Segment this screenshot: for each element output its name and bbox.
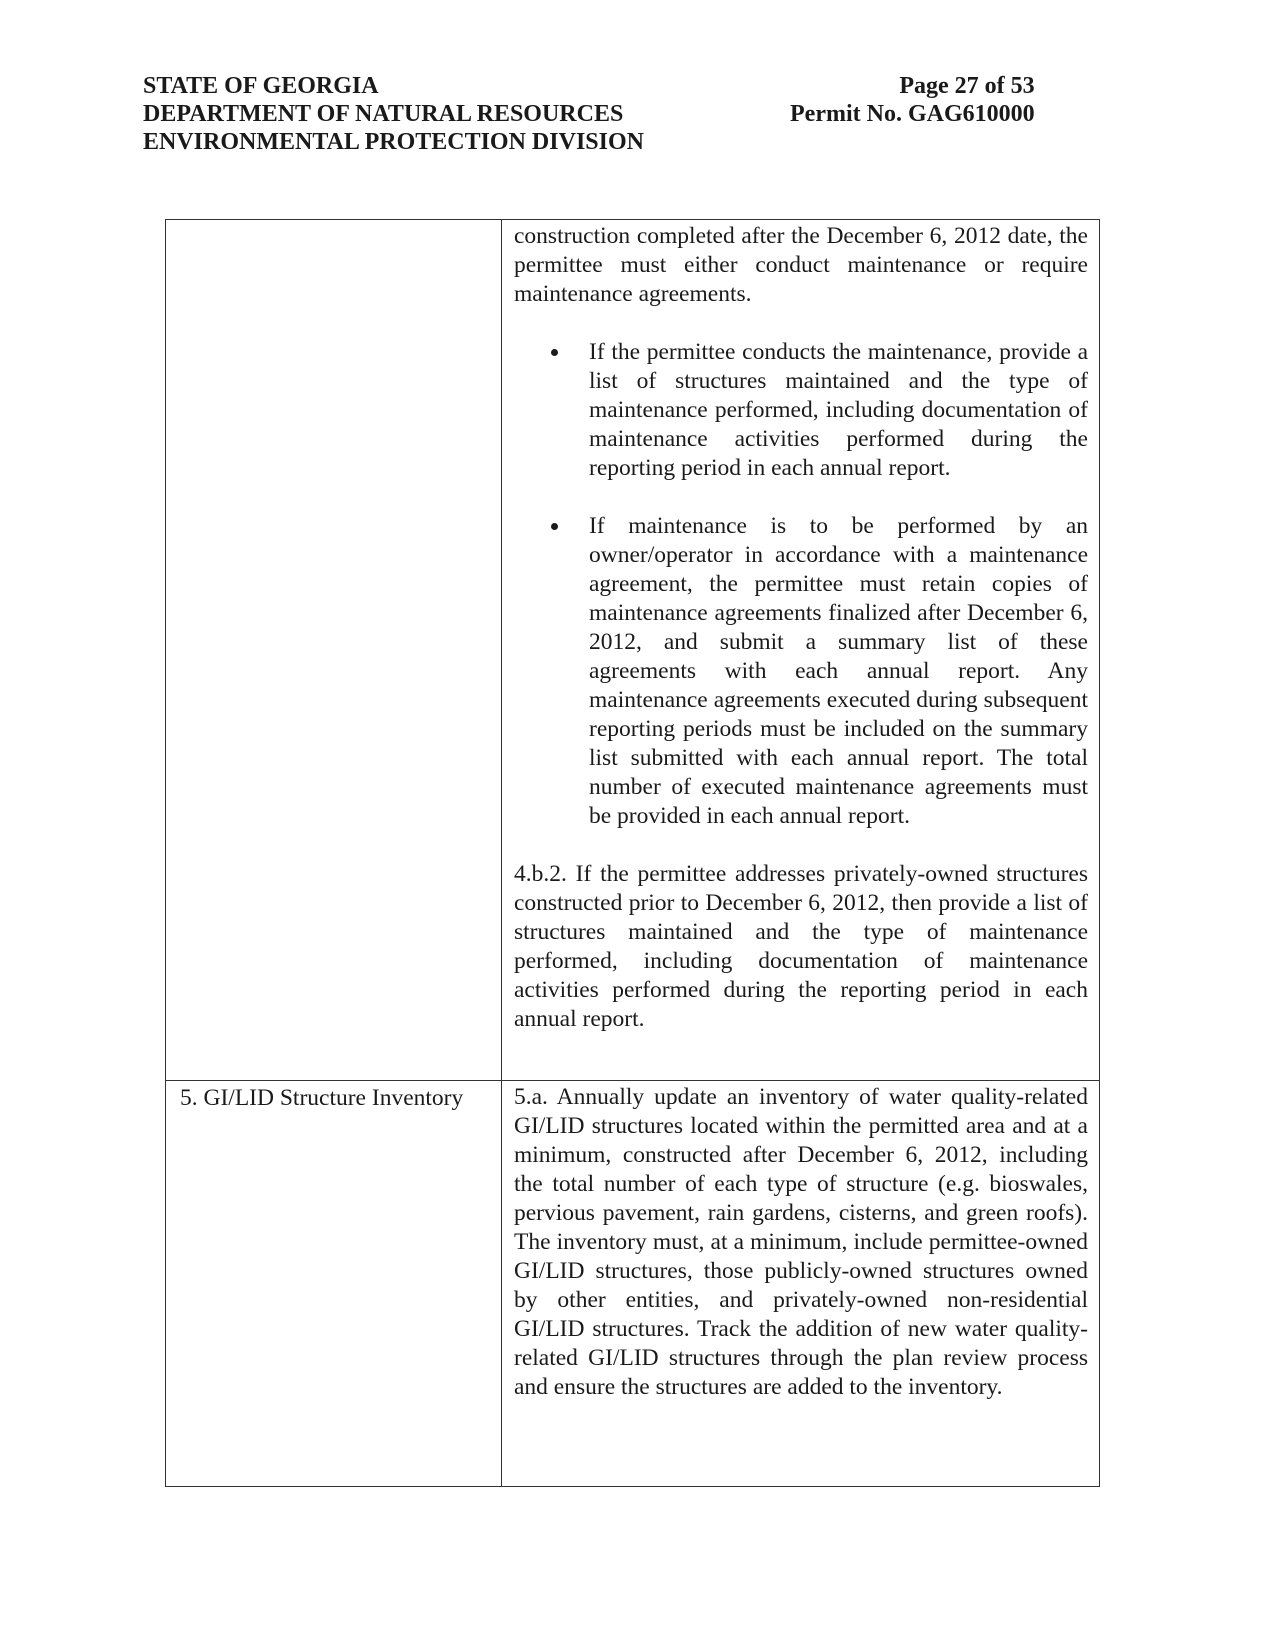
page-permit-info <box>790 72 1035 128</box>
page-header <box>143 72 1063 162</box>
agency-line-division: ENVIRONMENTAL PROTECTION DIVISION <box>143 129 644 155</box>
paragraph-spacer <box>514 483 1088 512</box>
table-row <box>166 220 1100 1081</box>
section-5a-paragraph: 5.a. Annually update an inventory of water quality-related GI/LID structures located within the permitted area and at a minimum, constructed after December 6, 2012, including the total number of each type of structure (e.g. bioswales, pervious pavement, rain gardens, cisterns, and green roofs). The inventory must, at a minimum, include permittee-owned GI/LID structures, those publicly-owned structures owned by other entities, and privately-owned non-residential GI/LID structures. Track the addition of new water quality-related GI/LID structures through the plan review process and ensure the structures are added to the inventory. <box>514 1084 1088 1400</box>
requirement-cell <box>502 220 1100 1081</box>
agency-line-state: STATE OF GEORGIA <box>143 73 379 99</box>
list-item <box>589 512 1088 831</box>
agency-heading <box>143 72 644 156</box>
bullet-icon <box>551 349 558 356</box>
list-item <box>589 338 1088 483</box>
intro-paragraph: construction completed after the December 6, 2012 date, the permittee must either conduct maintenance or require maintenance agreements. <box>514 223 1088 307</box>
section-4b2-paragraph: 4.b.2. If the permittee addresses privately-owned structures constructed prior to December 6, 2012, then provide a list of structures maintained and the type of maintenance performed, including documentation of maintenance activities performed during the reporting period in each annual report. <box>514 861 1088 1032</box>
bullet-text: If maintenance is to be performed by an owner/operator in accordance with a maintenance agreement, the permittee must retain copies of maintenance agreements finalized after December 6, 2012, and submit a summary list of these agreements with each annual report. Any maintenance agreements executed during subsequent reporting periods must be included on the summary list submitted with each annual report. The total number of executed maintenance agreements must be provided in each annual report. <box>589 513 1088 829</box>
paragraph-spacer <box>514 309 1088 338</box>
row-label-cell: 5. GI/LID Structure Inventory <box>166 1081 502 1487</box>
bullet-text: If the permittee conducts the maintenance, provide a list of structures maintained and the type of maintenance performed, including documentation of maintenance activities performed during the reporting period in each annual report. <box>589 339 1088 481</box>
page-number: Page 27 of 53 <box>899 73 1035 99</box>
bullet-icon <box>551 523 558 530</box>
row-label-cell <box>166 220 502 1081</box>
permit-number: Permit No. GAG610000 <box>790 101 1035 127</box>
requirement-cell <box>502 1081 1100 1487</box>
permit-requirements-table <box>165 219 1100 1487</box>
paragraph-spacer <box>514 831 1088 860</box>
bullet-list <box>514 338 1088 831</box>
agency-line-department: DEPARTMENT OF NATURAL RESOURCES <box>143 101 624 127</box>
table-row <box>166 1081 1100 1487</box>
